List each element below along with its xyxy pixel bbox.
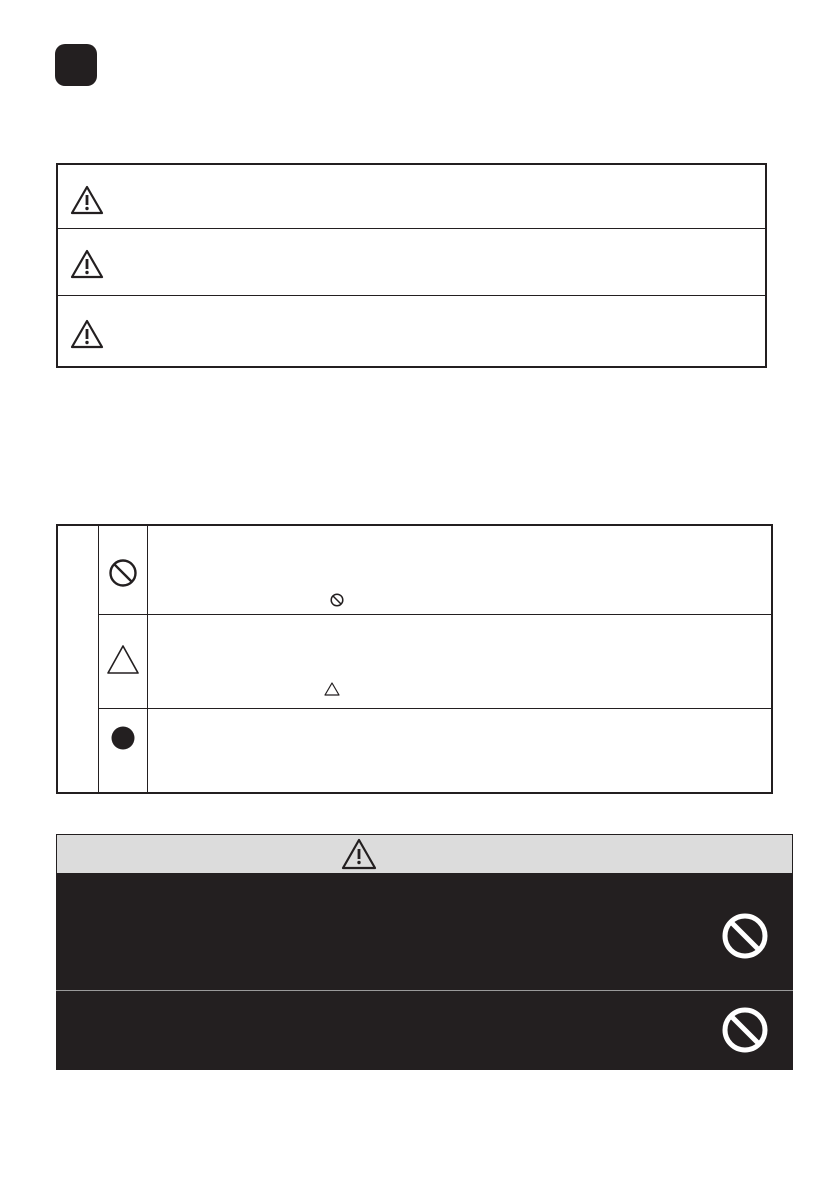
level-row-1 [58,165,765,229]
mandatory-action-dot-icon [106,721,140,755]
prohibition-icon [717,1002,773,1058]
warning-level-table [56,163,767,368]
inline-prohibition-icon [329,592,345,608]
symbol-row-mandatory [99,709,771,792]
warning-triangle-icon [70,185,104,215]
inline-caution-triangle-icon [324,681,340,697]
section-bullet [55,44,97,86]
symbol-row-prohibition [99,526,771,615]
caution-triangle-icon [106,643,140,677]
prohibition-icon [717,908,773,964]
symbol-group-column [58,526,99,792]
level-row-3 [58,296,765,366]
symbol-row-caution [99,615,771,709]
warning-panel-header [56,834,793,874]
warning-item-1 [56,874,793,990]
level-row-2 [58,228,765,296]
warning-triangle-icon [70,249,104,279]
prohibition-icon [106,556,140,590]
warning-triangle-icon [70,319,104,349]
symbol-explanation-table [56,524,773,794]
warning-triangle-icon [341,838,377,870]
warning-item-2 [56,991,793,1070]
